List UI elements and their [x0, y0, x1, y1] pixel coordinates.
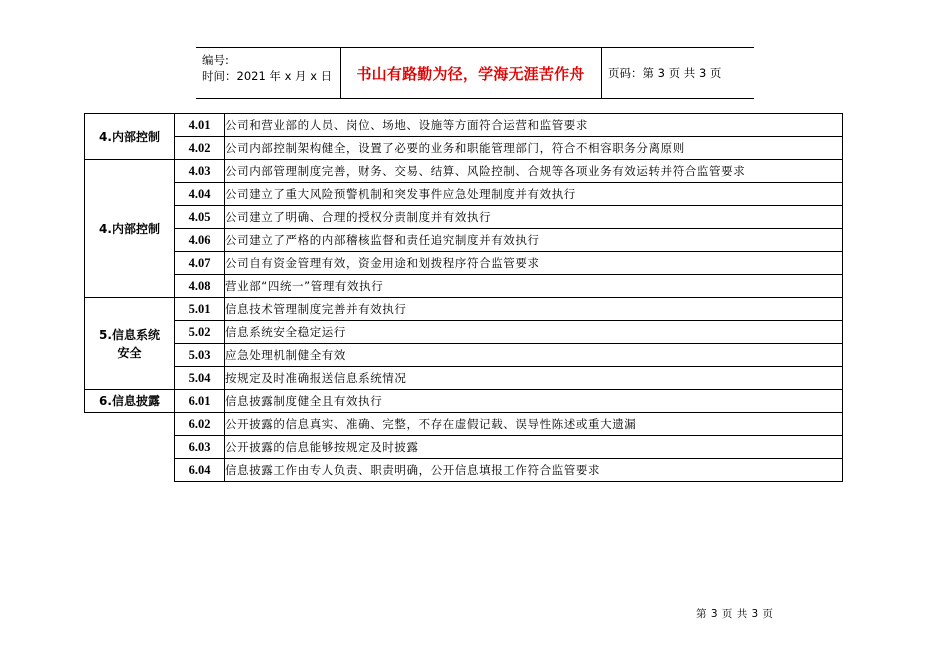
header-motto: 书山有路勤为径，学海无涯苦作舟 [356, 64, 585, 83]
item-description: 应急处理机制健全有效 [225, 344, 843, 367]
table-row [85, 413, 843, 436]
item-description: 公司内部管理制度完善，财务、交易、结算、风险控制、合规等各项业务有效运转并符合监管要求 [225, 160, 843, 183]
item-code: 4.05 [175, 206, 225, 229]
item-code: 4.06 [175, 229, 225, 252]
item-code: 4.02 [175, 137, 225, 160]
item-code: 5.02 [175, 321, 225, 344]
item-description: 信息披露制度健全且有效执行 [225, 390, 843, 413]
item-code: 4.08 [175, 275, 225, 298]
item-description: 信息技术管理制度完善并有效执行 [225, 298, 843, 321]
header-meta [202, 52, 332, 84]
category-cell: 4.内部控制 [85, 114, 175, 160]
item-code: 6.02 [175, 413, 225, 436]
category-cell: 6.信息披露 [85, 390, 175, 413]
table-row [85, 114, 843, 137]
header-divider [601, 48, 602, 98]
item-description: 公司建立了严格的内部稽核监督和责任追究制度并有效执行 [225, 229, 843, 252]
time-label: 时间：2021 年 x 月 x 日 [202, 69, 333, 83]
table-row [85, 229, 843, 252]
item-description: 公司建立了重大风险预警机制和突发事件应急处理制度并有效执行 [225, 183, 843, 206]
category-cell: 4.内部控制 [85, 160, 175, 298]
item-description: 营业部“四统一”管理有效执行 [225, 275, 843, 298]
empty-category-cell [85, 413, 175, 436]
category-line: 5.信息系统 [99, 327, 160, 342]
checklist-table [84, 113, 843, 482]
item-description: 公开披露的信息真实、准确、完整，不存在虚假记载、误导性陈述或重大遗漏 [225, 413, 843, 436]
item-code: 4.07 [175, 252, 225, 275]
header-page-info: 页码：第 3 页 共 3 页 [608, 66, 722, 80]
item-code: 5.04 [175, 367, 225, 390]
table-row [85, 160, 843, 183]
item-code: 5.03 [175, 344, 225, 367]
item-description: 公开披露的信息能够按规定及时披露 [225, 436, 843, 459]
table-row [85, 137, 843, 160]
item-code: 6.01 [175, 390, 225, 413]
table-row [85, 344, 843, 367]
item-code: 5.01 [175, 298, 225, 321]
category-cell [85, 298, 175, 390]
item-code: 4.03 [175, 160, 225, 183]
item-description: 按规定及时准确报送信息系统情况 [225, 367, 843, 390]
item-code: 6.04 [175, 459, 225, 482]
page-footer: 第 3 页 共 3 页 [696, 608, 774, 620]
item-description: 公司自有资金管理有效，资金用途和划拨程序符合监管要求 [225, 252, 843, 275]
item-code: 6.03 [175, 436, 225, 459]
item-description: 公司建立了明确、合理的授权分责制度并有效执行 [225, 206, 843, 229]
item-description: 公司内部控制架构健全，设置了必要的业务和职能管理部门，符合不相容职务分离原则 [225, 137, 843, 160]
table-row [85, 390, 843, 413]
table-row [85, 183, 843, 206]
item-description: 信息披露工作由专人负责、职责明确，公开信息填报工作符合监管要求 [225, 459, 843, 482]
table-row [85, 321, 843, 344]
table-row [85, 436, 843, 459]
table-row [85, 298, 843, 321]
table-row [85, 275, 843, 298]
table-row [85, 206, 843, 229]
item-code: 4.01 [175, 114, 225, 137]
item-code: 4.04 [175, 183, 225, 206]
table-row [85, 252, 843, 275]
empty-category-cell [85, 459, 175, 482]
table-row [85, 367, 843, 390]
table-row [85, 459, 843, 482]
category-line: 安全 [117, 345, 142, 360]
number-label: 编号: [202, 53, 229, 67]
empty-category-cell [85, 436, 175, 459]
item-description: 公司和营业部的人员、岗位、场地、设施等方面符合运营和监管要求 [225, 114, 843, 137]
page-header [196, 47, 754, 99]
item-description: 信息系统安全稳定运行 [225, 321, 843, 344]
